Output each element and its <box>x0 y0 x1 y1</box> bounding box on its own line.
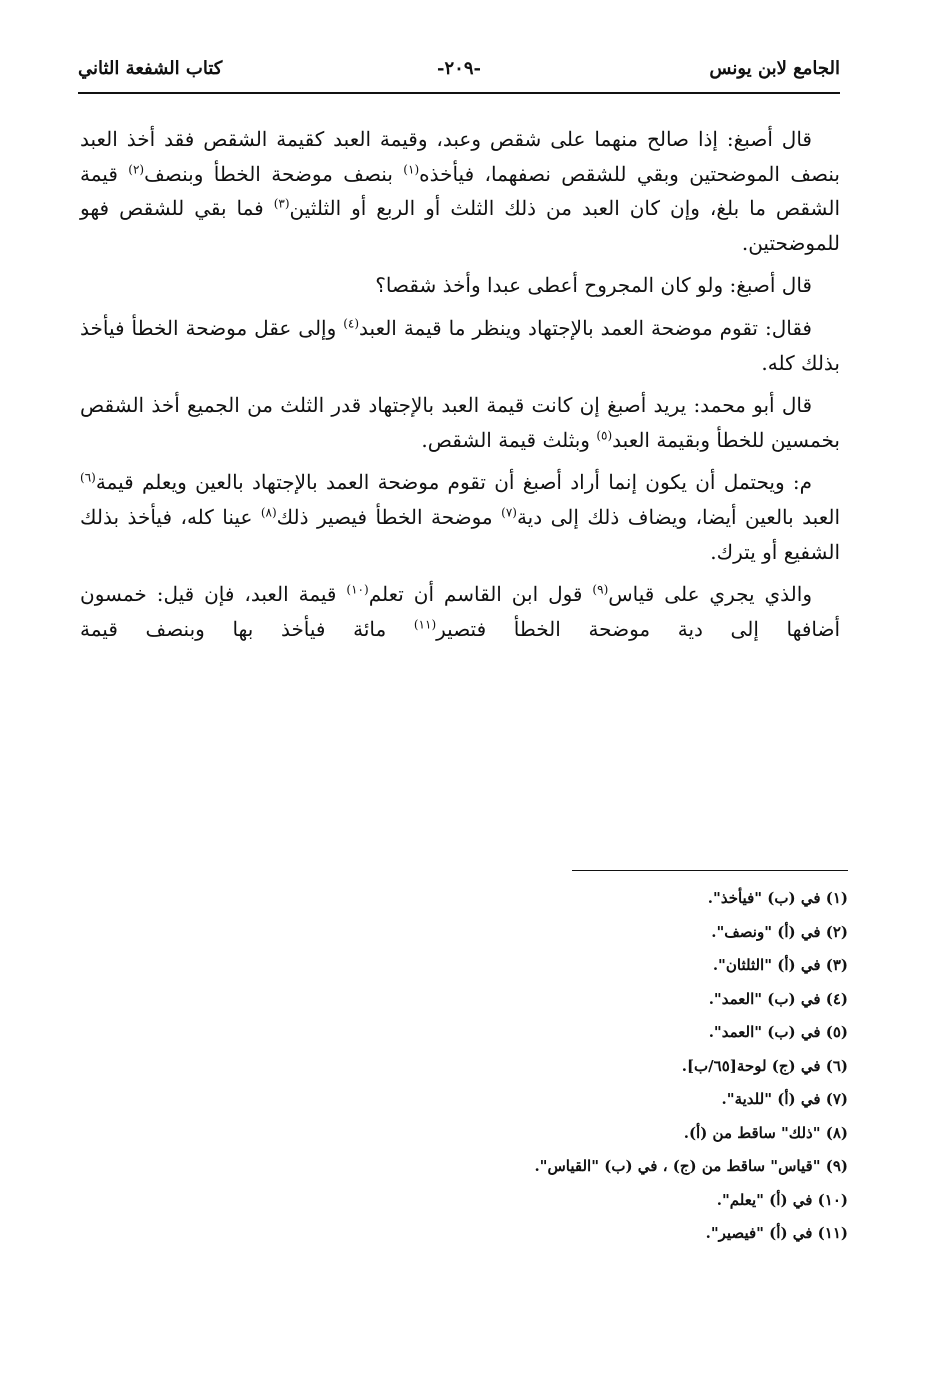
paragraph-6 <box>80 577 840 646</box>
header-rule <box>78 92 840 94</box>
page-number: -٢٠٩- <box>437 58 481 79</box>
text-run: قيمة العبد، فإن قيل: خمسون أضافها إلى دية موضحة الخطأ فتصير <box>80 582 841 641</box>
footnote: (٩) "قياس" ساقط من (ج) ، في (ب) "القياس". <box>534 1157 848 1175</box>
footnote: (٧) في (أ) "للدية". <box>721 1090 848 1108</box>
running-header <box>78 56 840 86</box>
paragraph-4 <box>80 388 840 457</box>
footnote-ref: (٩) <box>592 582 609 597</box>
text-run: فما بقي للشقص فهو للموضحتين. <box>80 196 840 255</box>
footnote: (١) في (ب) "فيأخذ". <box>707 889 848 907</box>
text-run: قول ابن القاسم أن تعلم <box>368 582 593 607</box>
book-title: الجامع لابن يونس <box>709 58 840 79</box>
footnote: (٥) في (ب) "العمد". <box>708 1023 848 1041</box>
text-run: عينا كله، فيأخذ بذلك الشفيع أو يترك. <box>80 504 840 564</box>
text-run: م: ويحتمل أن يكون إنما أراد أصبغ أن تقوم موضحة العمد بالإجتهاد بالعين ويعلم قيمة <box>95 470 812 495</box>
text-run: وبثلث قيمة الشقص. <box>421 427 597 452</box>
footnote-ref: (٥) <box>596 428 613 443</box>
text-run: قال أبو محمد: يريد أصبغ إن كانت قيمة العبد بالإجتهاد قدر الثلث من الجميع أخذ الشقص بخمسين للخطأ وبقيمة العبد <box>80 393 840 452</box>
footnote-ref: (١) <box>403 161 420 176</box>
footnote-ref: (٨) <box>260 505 277 520</box>
text-run: مائة فيأخذ بها وبنصف قيمة <box>80 616 414 641</box>
main-text <box>80 122 840 654</box>
text-run: العبد بالعين أيضا، ويضاف ذلك إلى دية <box>516 504 841 529</box>
footnote: (٦) في (ج) لوحة[٦٥/ب]. <box>681 1056 848 1075</box>
text-run: والذي يجري على قياس <box>608 582 812 607</box>
footnote-ref: (٢) <box>128 161 145 176</box>
footnote-ref: (١١) <box>413 617 437 632</box>
text-run: بنصف موضحة الخطأ وبنصف <box>144 161 404 186</box>
text-run: موضحة الخطأ فيصير ذلك <box>276 504 502 529</box>
paragraph-1 <box>80 122 840 260</box>
footnote-ref: (٤) <box>343 316 360 331</box>
footnote: (٢) في (أ) "ونصف". <box>711 922 848 941</box>
footnote-rule <box>572 870 848 871</box>
text-run: قال أصبغ: إذا صالح منهما على شقص وعبد، وقيمة العبد كقيمة الشقص فقد أخذ العبد بنصف الموضحتين وبقي للشقص نصفهما، فيأخذه <box>80 127 840 186</box>
paragraph-3 <box>80 311 840 380</box>
paragraph-5 <box>80 465 840 569</box>
paragraph-2 <box>80 268 840 303</box>
text-run: فقال: تقوم موضحة العمد بالإجتهاد وينظر ما قيمة العبد <box>359 315 812 340</box>
footnote-ref: (١٠) <box>346 582 369 597</box>
footnote: (٨) "ذلك" ساقط من (أ). <box>683 1123 848 1142</box>
footnote: (٤) في (ب) "العمد". <box>708 989 848 1008</box>
chapter-title: كتاب الشفعة الثاني <box>78 58 223 79</box>
footnote-ref: (٦) <box>80 470 96 485</box>
footnote: (١١) في (أ) "فيصير". <box>705 1224 848 1242</box>
footnotes-list <box>328 882 848 1251</box>
footnote-ref: (٧) <box>501 505 517 520</box>
footnote: (٣) في (أ) "الثلثان". <box>712 956 848 974</box>
text-run: وإلى عقل موضحة الخطأ فيأخذ بذلك كله. <box>80 315 840 375</box>
text-run: قيمة الشقص ما بلغ، وإن كان العبد من ذلك الثلث أو الربع أو الثلثين <box>80 161 840 221</box>
footnote: (١٠) في (أ) "يعلم". <box>716 1190 848 1209</box>
text-run: قال أصبغ: ولو كان المجروح أعطى عبدا وأخذ شقصا؟ <box>375 273 812 298</box>
footnote-ref: (٣) <box>273 196 290 211</box>
